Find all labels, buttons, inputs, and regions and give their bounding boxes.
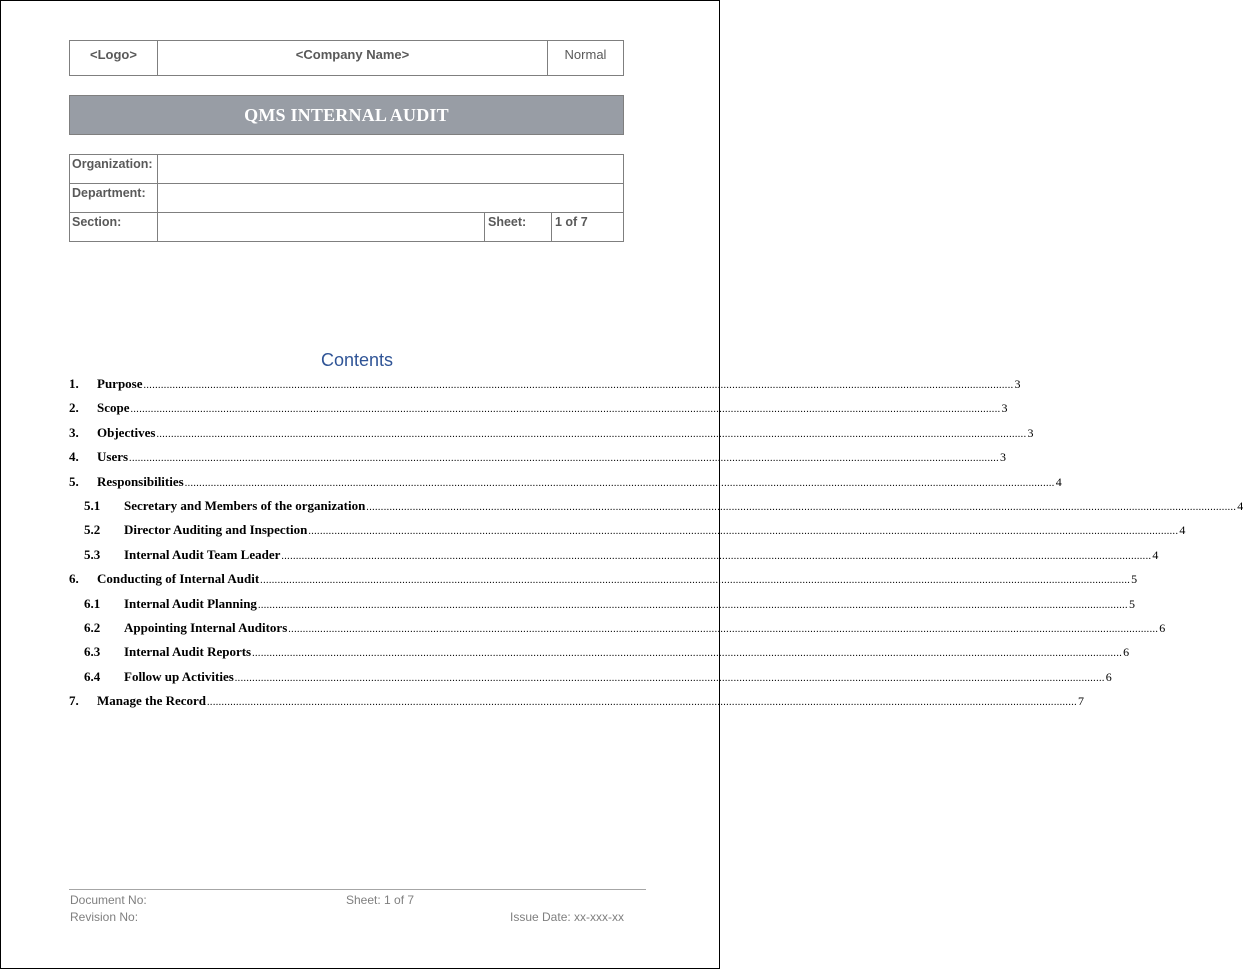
section-field[interactable] [158,213,485,241]
toc-dot-leader: ............................................................................................................................................................................................................................................................................................................ [129,453,1000,465]
toc-entry[interactable] [69,618,1166,642]
toc-number: 1. [69,376,79,391]
organization-field[interactable] [158,155,623,183]
footer-sheet: Sheet: 1 of 7 [346,893,415,907]
toc-dot-leader: ............................................................................................................................................................................................................................................................................................................ [252,648,1123,660]
sheet-label: Sheet: [485,213,552,241]
footer-revision-no: Revision No: [70,910,139,924]
footer-issue-date: Issue Date: xx-xxx-xx [510,910,625,924]
toc-page-number: 4 [1055,474,1062,489]
toc-dot-leader: ............................................................................................................................................................................................................................................................................................................ [156,428,1027,440]
toc-number: 5.3 [84,546,101,562]
toc-title: Users [97,449,129,465]
toc-title: Internal Audit Reports [124,644,252,660]
toc-page-number: 5 [1131,572,1138,587]
toc-entry[interactable] [69,472,1062,496]
toc-dot-leader: ............................................................................................................................................................................................................................................................................................................ [184,477,1055,489]
toc-title: Responsibilities [97,473,184,489]
sheet-value: 1 of 7 [555,215,588,229]
toc-title: Purpose [97,376,143,391]
toc-number: 6.4 [84,668,101,684]
toc-title: Secretary and Members of the organization [124,497,366,513]
toc-title: Internal Audit Planning [124,595,257,611]
toc-page-number: 3 [1001,401,1008,416]
footer-divider [69,889,646,890]
department-field[interactable] [158,184,623,212]
toc-number: 5. [69,473,79,489]
logo-placeholder: <Logo> [70,41,158,75]
table-of-contents [69,374,1243,715]
toc-page-number: 6 [1123,645,1130,660]
toc-dot-leader: ............................................................................................................................................................................................................................................................................................................ [288,623,1159,635]
toc-page-number: 3 [1000,450,1007,465]
toc-entry[interactable] [69,642,1130,666]
toc-entry[interactable] [69,569,1138,593]
toc-number: 5.2 [84,522,101,538]
department-label: Department: [70,184,158,212]
toc-number: 2. [69,400,79,416]
company-name: <Company Name> [158,41,548,75]
toc-page-number: 6 [1159,620,1166,635]
document-title: QMS INTERNAL AUDIT [69,95,624,135]
section-row [70,213,623,241]
toc-entry[interactable] [69,520,1186,544]
toc-title: Objectives [97,424,156,440]
toc-number: 6.2 [84,619,101,635]
toc-entry[interactable] [69,594,1135,618]
toc-entry[interactable] [69,545,1159,569]
footer-document-no: Document No: [70,893,147,907]
toc-title: Scope [97,400,130,416]
section-label: Section: [70,213,158,241]
toc-title: Manage the Record [97,693,207,709]
toc-dot-leader: ............................................................................................................................................................................................................................................................................................................ [281,550,1152,562]
toc-number: 6.1 [84,595,101,611]
toc-page-number: 5 [1128,596,1135,611]
toc-title: Internal Audit Team Leader [124,546,281,562]
toc-entry[interactable] [69,667,1112,691]
toc-number: 4. [69,449,79,465]
toc-number: 3. [69,424,79,440]
toc-title: Director Auditing and Inspection [124,522,308,538]
toc-dot-leader: ............................................................................................................................................................................................................................................................................................................ [130,404,1001,416]
toc-dot-leader: ............................................................................................................................................................................................................................................................................................................ [308,526,1179,538]
toc-entry[interactable] [69,447,1007,471]
toc-dot-leader: ............................................................................................................................................................................................................................................................................................................ [366,501,1237,513]
toc-entry[interactable] [69,691,1085,715]
toc-number: 7. [69,693,79,709]
toc-page-number: 3 [1014,377,1021,391]
toc-dot-leader: ............................................................................................................................................................................................................................................................................................................ [207,697,1078,709]
toc-number: 5.1 [84,497,101,513]
organization-row [70,155,623,184]
department-row [70,184,623,213]
toc-dot-leader: ............................................................................................................................................................................................................................................................................................................ [257,599,1128,611]
toc-title: Conducting of Internal Audit [97,571,260,587]
toc-page-number: 6 [1105,669,1112,684]
toc-page-number: 7 [1078,694,1085,709]
toc-entry[interactable] [69,398,1008,422]
header-table [69,40,624,76]
toc-number: 6.3 [84,644,101,660]
toc-entry[interactable] [69,374,1021,398]
toc-dot-leader: ............................................................................................................................................................................................................................................................................................................ [234,672,1105,684]
organization-label: Organization: [70,155,158,183]
toc-page-number: 4 [1237,498,1243,513]
toc-number: 6. [69,571,79,587]
toc-title: Appointing Internal Auditors [124,619,288,635]
contents-heading: Contents [320,350,394,370]
toc-dot-leader: ............................................................................................................................................................................................................................................................................................................ [260,575,1131,587]
toc-entry[interactable] [69,423,1034,447]
toc-page-number: 4 [1179,523,1186,538]
toc-entry[interactable] [69,496,1243,520]
toc-dot-leader: ............................................................................................................................................................................................................................................................................................................ [143,380,1014,391]
toc-page-number: 4 [1152,547,1159,562]
info-table [69,154,624,242]
toc-title: Follow up Activities [124,668,234,684]
document-status: Normal [564,47,607,62]
toc-page-number: 3 [1027,425,1034,440]
